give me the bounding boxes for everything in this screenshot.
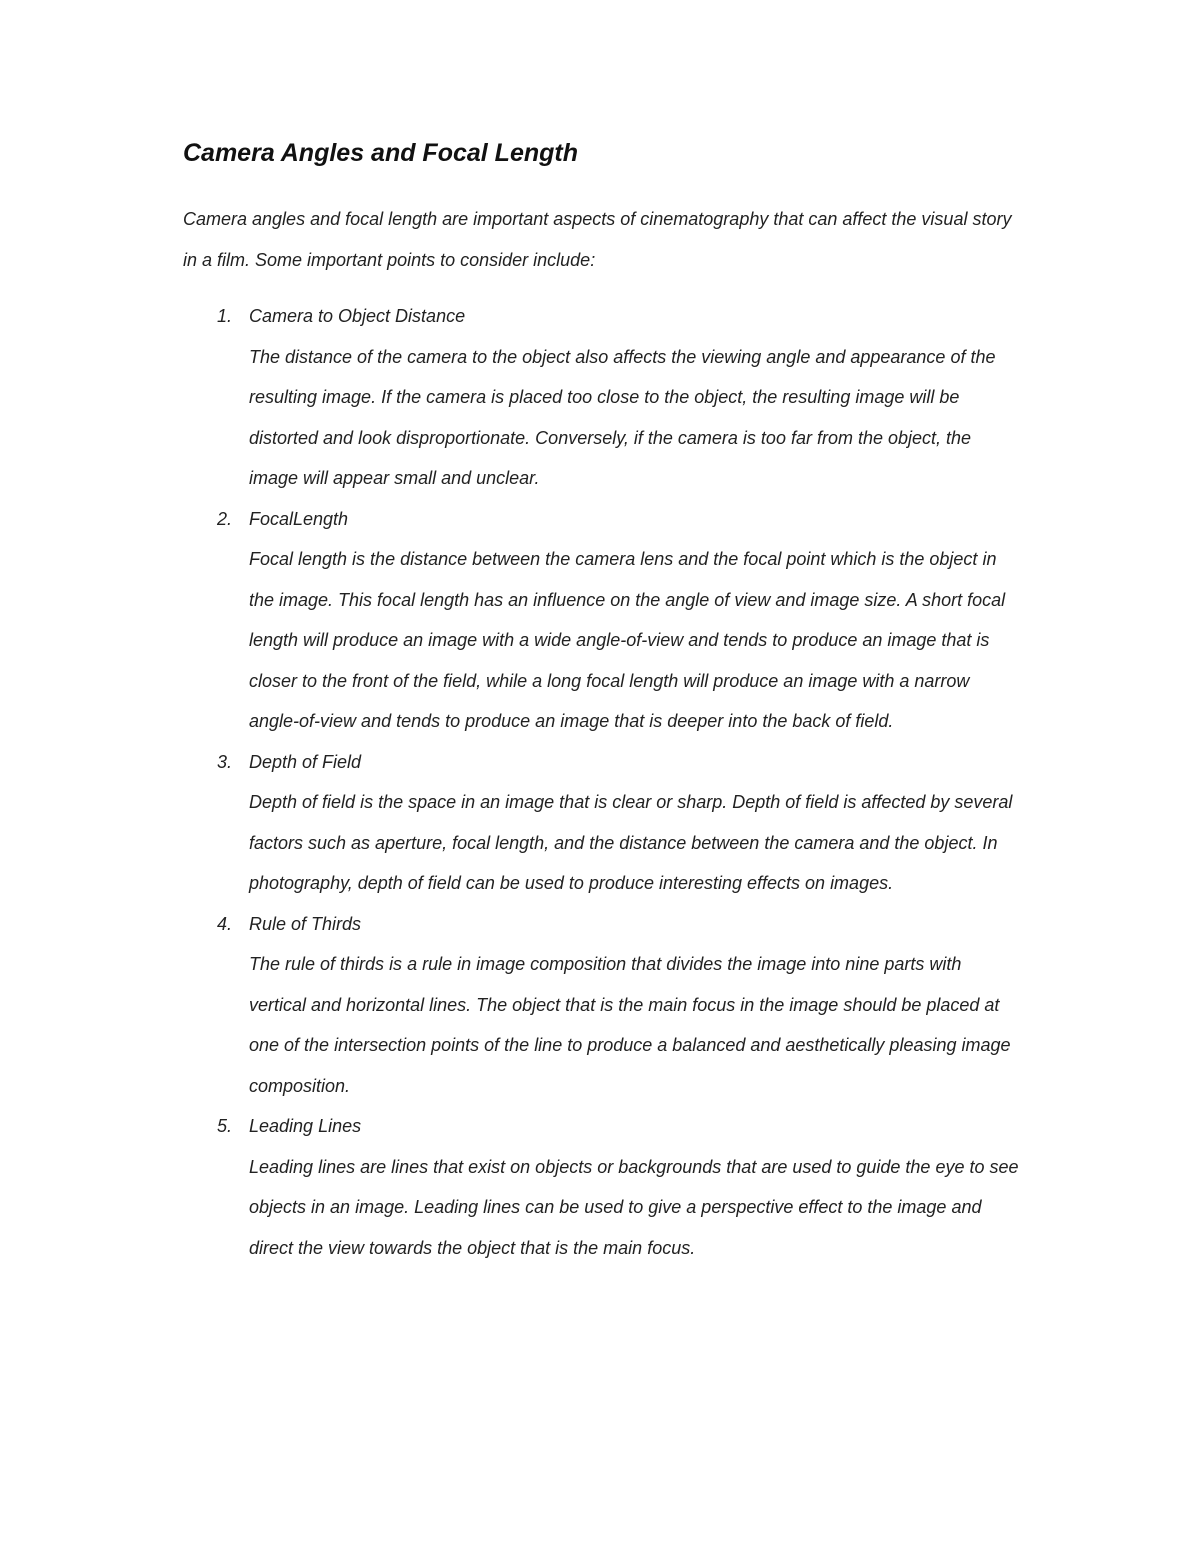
list-item-number: 4. <box>217 913 233 934</box>
list-item-heading: Camera to Object Distance <box>249 306 466 326</box>
list-item-number: 3. <box>217 751 233 772</box>
list-item-number: 5. <box>217 1116 233 1136</box>
list-item-body: Depth of field is the space in an image that is clear or sharp. Depth of field is affected by several factors such as aperture, focal length, and the distance between the camera and the object. In photography, depth of field can be used to produce interesting effects on images. <box>249 792 1013 893</box>
list-item <box>183 742 1023 904</box>
list-item <box>183 1106 1023 1268</box>
list-item-body: Focal length is the distance between the camera lens and the focal point which is the object in the image. This focal length has an influence on the angle of view and image size. A short focal length will produce an image with a wide angle-of-view and tends to produce an image that is closer to the front of the field, while a long focal length will produce an image with a narrow angle-of-view and tends to produce an image that is deeper into the back of field. <box>249 549 1006 731</box>
numbered-list <box>183 296 1023 1268</box>
list-item-body: The rule of thirds is a rule in image composition that divides the image into nine parts with vertical and horizontal lines. The object that is the main focus in the image should be placed at one of the intersection points of the line to produce a balanced and aesthetically pleasing image composition. <box>249 954 1011 1096</box>
list-item-number: 2. <box>217 508 233 529</box>
list-item <box>183 499 1023 742</box>
list-item-heading: Leading Lines <box>249 1116 362 1136</box>
list-item-heading: FocalLength <box>249 508 349 529</box>
list-item <box>183 904 1023 1107</box>
list-item-heading: Depth of Field <box>249 751 362 772</box>
intro-paragraph: Camera angles and focal length are important aspects of cinematography that can affect the visual story in a film. Some important points to consider include: <box>183 209 1012 270</box>
list-item <box>183 296 1023 499</box>
list-item-body: Leading lines are lines that exist on objects or backgrounds that are used to guide the eye to see objects in an image. Leading lines can be used to give a perspective effect to the image and direct the view towards the object that is the main focus. <box>249 1156 1019 1258</box>
list-item-body: The distance of the camera to the object also affects the viewing angle and appearance of the resulting image. If the camera is placed too close to the object, the resulting image will be distorted and look disproportionate. Conversely, if the camera is too far from the object, the image will appear small and unclear. <box>249 346 996 488</box>
document-title: Camera Angles and Focal Length <box>183 139 578 167</box>
document-content <box>183 136 1023 1268</box>
list-item-number: 1. <box>217 306 233 326</box>
list-item-heading: Rule of Thirds <box>249 913 362 934</box>
